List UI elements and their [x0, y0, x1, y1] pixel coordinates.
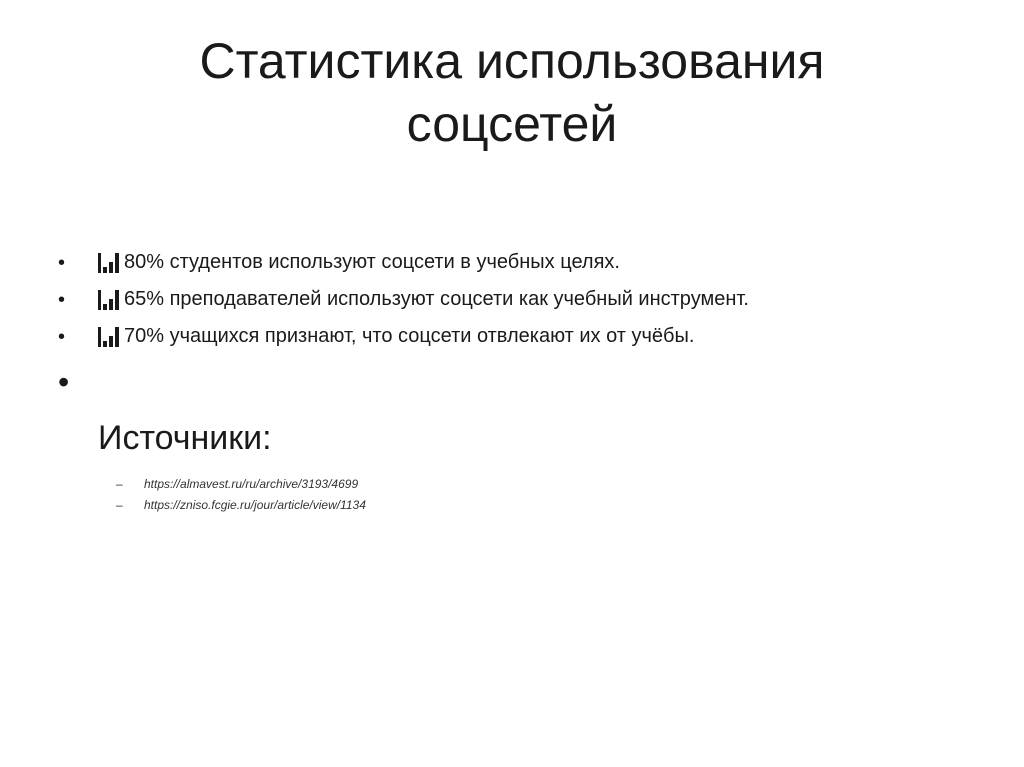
slide-title-line-1: Статистика использования	[199, 33, 825, 89]
bullet-dot: •	[58, 288, 66, 311]
source-item	[116, 473, 366, 494]
source-link[interactable]: https://almavest.ru/ru/archive/3193/4699	[144, 476, 359, 491]
sources-heading: Источники:	[98, 419, 272, 457]
bullet-dot: •	[58, 251, 66, 274]
list-item-text: 70% учащихся признают, что соцсети отвлекают их от учёбы.	[124, 325, 695, 347]
slide-title-line-2: соцсетей	[406, 95, 618, 152]
bar-chart-icon	[98, 327, 120, 347]
list-item	[58, 244, 978, 281]
source-item	[116, 494, 366, 515]
bar-chart-icon	[98, 253, 120, 273]
sources-bullet-dot: •	[58, 364, 70, 400]
source-link[interactable]: https://zniso.fcgie.ru/jour/article/view/1134	[144, 497, 366, 512]
list-item	[58, 281, 978, 318]
statistics-list	[58, 244, 978, 355]
list-item	[58, 318, 978, 355]
list-item-text: 80% студентов используют соцсети в учебных целях.	[124, 251, 620, 273]
slide-title	[80, 30, 944, 155]
bar-chart-icon	[98, 290, 120, 310]
bullet-dot: •	[58, 325, 66, 348]
sources-list	[116, 473, 366, 515]
list-item-text: 65% преподавателей используют соцсети как учебный инструмент.	[124, 288, 749, 310]
source-dash: –	[116, 476, 123, 491]
source-dash: –	[116, 497, 123, 512]
